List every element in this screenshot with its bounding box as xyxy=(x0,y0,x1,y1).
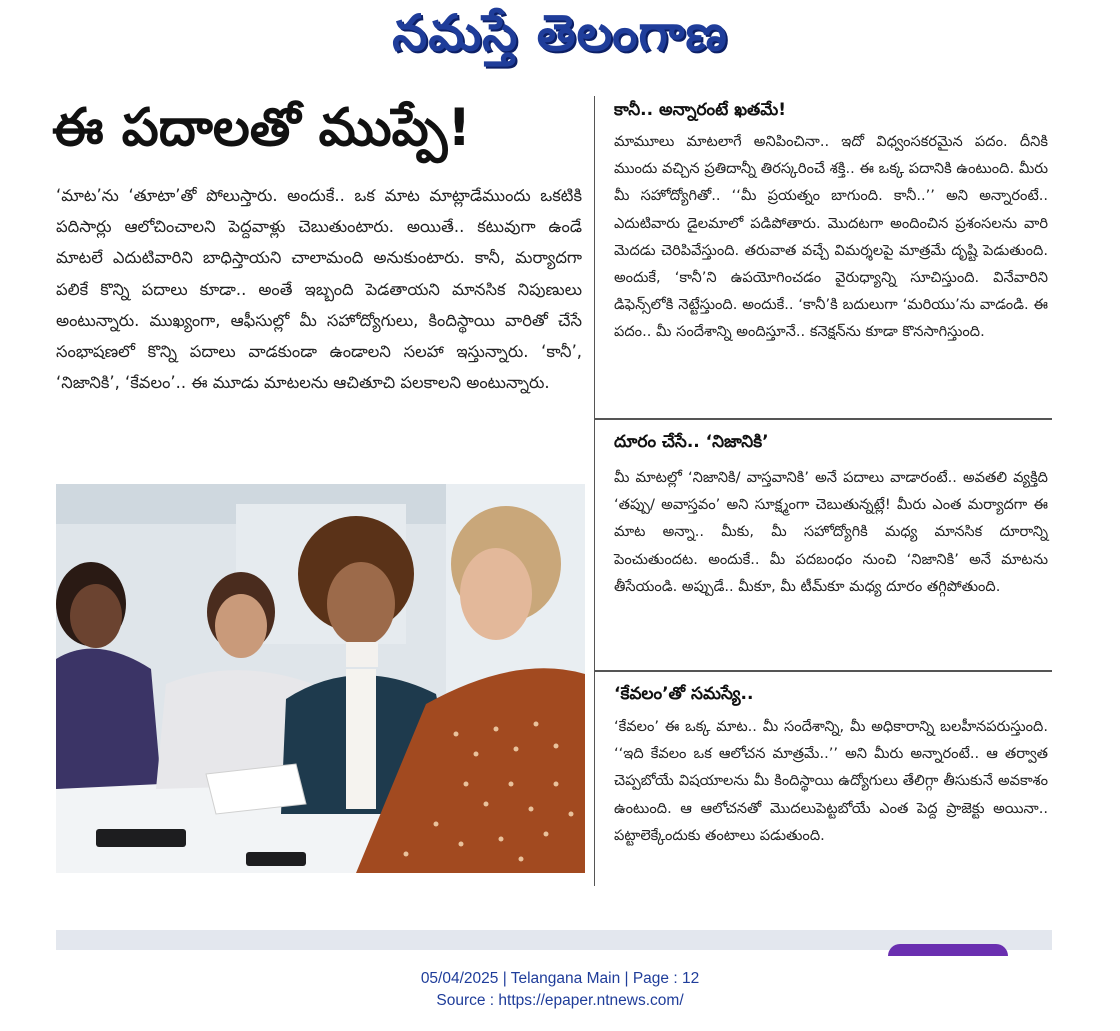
footer-source-link[interactable]: Source : https://epaper.ntnews.com/ xyxy=(436,992,684,1009)
article-headline: ఈ పదాలతో ముప్పే! xyxy=(52,98,472,158)
column-divider xyxy=(594,96,595,886)
footer-date-page: 05/04/2025 | Telangana Main | Page : 12 xyxy=(420,970,700,987)
page-footer xyxy=(0,968,1120,1012)
office-illustration xyxy=(56,484,585,873)
section-divider xyxy=(594,670,1052,672)
section-title-nijaniki: దూరం చేసే.. ‘నిజానికి’ xyxy=(614,432,769,452)
office-photo xyxy=(56,484,585,873)
section-divider xyxy=(594,418,1052,420)
section-body-nijaniki: మీ మాటల్లో ‘నిజానికి/ వాస్తవానికి’ అనే పదాలు వాడారంటే.. అవతలి వ్యక్తిది ‘తప్పు/ అవాస్తవం’ అని సూక్ష్మంగా చెబుతున్నట్లే! మీరు ఎంత మర్యాదగా ఈ మాట అన్నా.. మీకు, మీ సహోద్యోగికి మధ్య మానసిక దూరాన్ని పెంచుతుందట. అందుకే.. మీ పదబంధం నుంచి ‘నిజానికి’ అనే మాటను తీసేయండి. అప్పుడే.. మీకూ, మీ టీమ్‌కూ మధ్య దూరం తగ్గిపోతుంది. xyxy=(614,469,1048,595)
section-title-kevalam: ‘కేవలం’తో సమస్యే.. xyxy=(614,684,754,704)
section-body-kani: మామూలు మాటలాగే అనిపించినా.. ఇదో విధ్వంసకరమైన పదం. దీనికి ముందు వచ్చిన ప్రతిదాన్నీ తిరస్కరించే శక్తి.. ఈ ఒక్క పదానికి ఉంటుంది. మీరు మీ సహోద్యోగితో.. ‘‘మీ ప్రయత్నం బాగుంది. కానీ..’’ అని అన్నారంటే.. ఎదుటివారు డైలమాలో పడిపోతారు. మొదటగా అందించిన ప్రశంసలను వారి మెదడు చెరిపివేస్తుంది. తరువాత వచ్చే విమర్శలపై మాత్రమే దృష్టి పెడుతుంది. అందుకే, ‘కానీ’ని ఉపయోగించడం వైరుధ్యాన్ని సూచిస్తుంది. వినేవారిని డిఫెన్స్‌లోకి నెట్టేస్తుంది. అందుకే.. ‘కానీ’కి బదులుగా ‘మరియు’ను వాడండి. ఈ పదం.. మీ సందేశాన్ని అందిస్తూనే.. కనెక్షన్‌ను కూడా కొనసాగిస్తుంది. xyxy=(614,133,1048,341)
ad-badge xyxy=(888,944,1008,956)
section-title-kani: కానీ.. అన్నారంటే ఖతమే! xyxy=(614,100,787,120)
section-body-kevalam: ‘కేవలం’ ఈ ఒక్క మాట.. మీ సందేశాన్ని, మీ అధికారాన్ని బలహీనపరుస్తుంది. ‘‘ఇది కేవలం ఒక ఆలోచన మాత్రమే..’’ అని మీరు అన్నారంటే.. ఆ తర్వాత చెప్పబోయే విషయాలను మీ కిందిస్థాయి ఉద్యోగులు తేలిగ్గా తీసుకునే అవకాశం ఉంటుంది. ఆ ఆలోచనతో మొదలుపెట్టబోయే ఎంత పెద్ద ప్రాజెక్టు అయినా.. పట్టాలెక్కేందుకు తంటాలు పడుతుంది. xyxy=(614,718,1048,844)
article-lead: ‘మాట’ను ‘తూటా’తో పోలుస్తారు. అందుకే.. ఒక మాట మాట్లాడేముందు ఒకటికి పదిసార్లు ఆలోచించాలని పెద్దవాళ్లు చెబుతుంటారు. అయితే.. కటువుగా ఉండే మాటలే ఎదుటివారిని బాధిస్తాయని చాలామంది అనుకుంటారు. కానీ, మర్యాదగా పలికే కొన్ని పదాలు కూడా.. అంతే ఇబ్బంది పెడతాయని మానసిక నిపుణులు అంటున్నారు. ముఖ్యంగా, ఆఫీసుల్లో మీ సహోద్యోగులు, కిందిస్థాయి వారితో చేసే సంభాషణలో కొన్ని పదాలు వాడకుండా ఉండాలని సలహా ఇస్తున్నారు. ‘కానీ’, ‘నిజానికి’, ‘కేవలం’.. ఈ మూడు మాటలను ఆచితూచి పలకాలని అంటున్నారు. xyxy=(56,186,582,393)
masthead-logo: నమస్తే తెలంగాణ xyxy=(392,4,728,62)
